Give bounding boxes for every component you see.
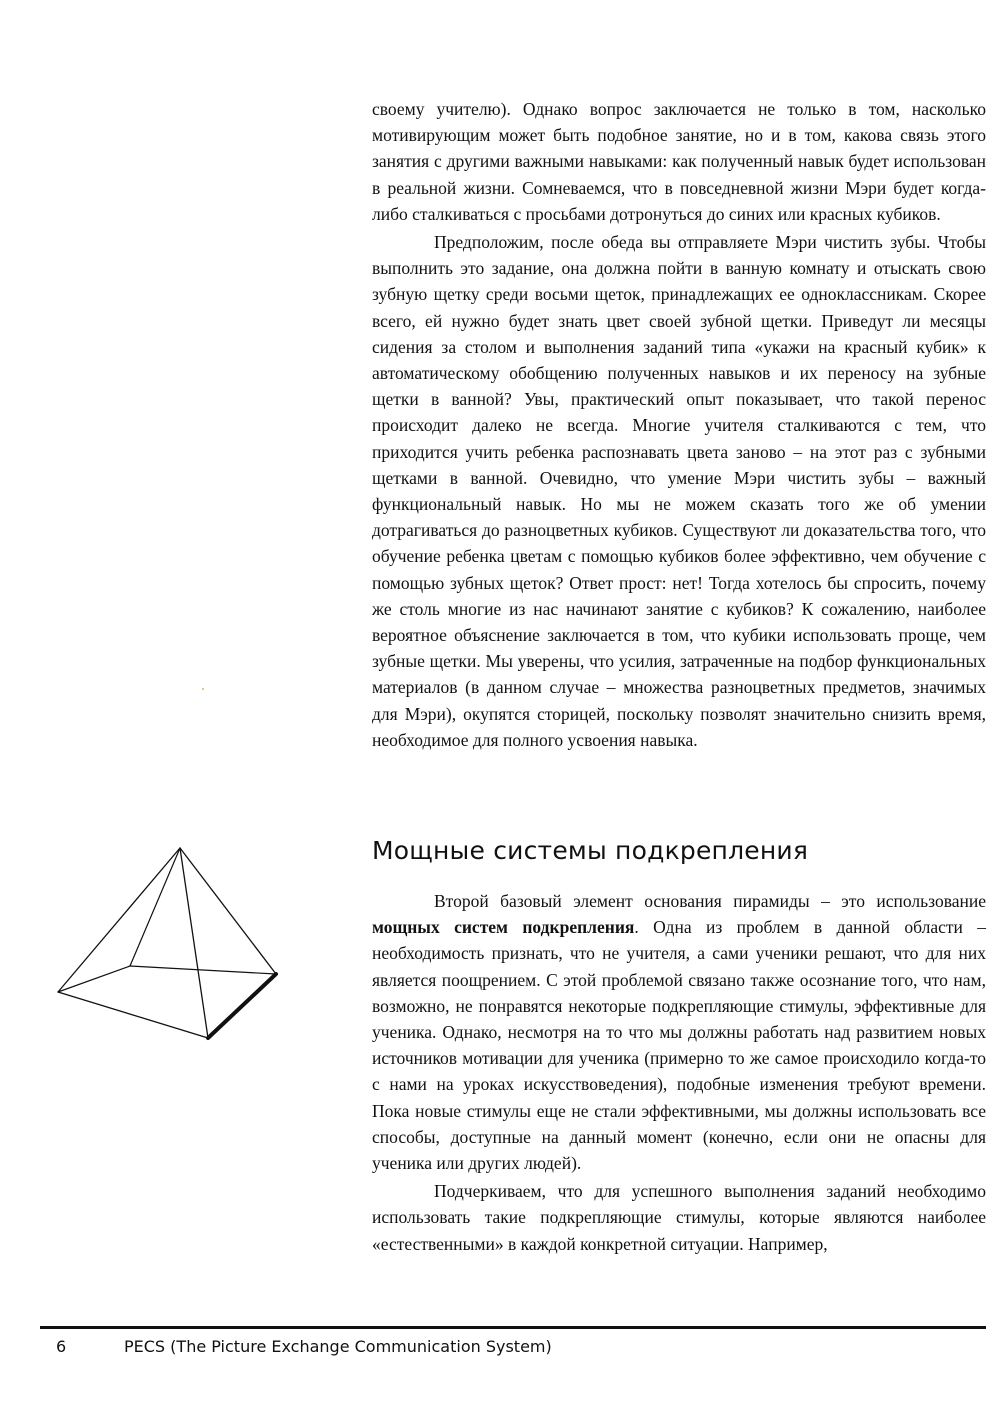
pyramid-edge-right [180, 848, 276, 974]
pyramid-base-back [130, 966, 276, 974]
scan-speck [202, 688, 204, 690]
paragraph-reinforcement-text-end: . Одна из проблем в данной области – необходимость признать, что не учителя, а сами ученики решают, что для них является поощрением. С этой проблемой связано также осознание того, что нам, возможно, не понравятся некоторые подкрепляющие стимулы, эффективные для ученика. Однако, несмотря на то что мы должны работать над развитием новых источников мотивации для ученика (примерно то же самое происходило когда-то с нами на уроках искусствоведения), подобные изменения требуют времени. Пока новые стимулы еще не стали эффективными, мы должны использовать все способы, доступные на данный момент (конечно, если они не опасны для ученика или других людей). [372, 917, 986, 1174]
pyramid-base-right-front [208, 974, 276, 1038]
pyramid-edge-back-left [130, 848, 180, 966]
pyramid-edge-front [180, 848, 208, 1038]
paragraph-toothbrush: Предположим, после обеда вы отправляете Мэри чистить зубы. Чтобы выполнить это задание, она должна пойти в ванную комнату и отыскать свою зубную щетку среди восьми щеток, принадлежащих ее одноклассникам. Скорее всего, ей нужно будет знать цвет своей зубной щетки. Приведут ли месяцы сидения за столом и выполнения заданий типа «укажи на красный кубик» к автоматическому обобщению полученных навыков и их переносу на зубные щетки в ванной? Увы, практический опыт показывает, что такой перенос происходит далеко не всегда. Многие учителя сталкиваются с тем, что приходится учить ребенка распознавать цвета заново – на этот раз с зубными щетками в ванной. Очевидно, что умение Мэри чистить зубы – важный функциональный навык. Но мы не можем сказать того же об умении дотрагиваться до разноцветных кубиков. Существуют ли доказательства того, что обучение ребенка цветам с помощью кубиков более эффективно, чем обучение с помощью зубных щеток? Ответ прост: нет! Тогда хотелось бы спросить, почему же столь многие из нас начинают занятие с кубиков? К сожалению, наиболее вероятное объяснение заключается в том, что кубики использовать проще, чем зубные щетки. Мы уверены, что усилия, затраченные на подбор функциональных материалов (в данном случае – множества разноцветных предметов, значимых для Мэри), окупятся сторицей, поскольку позволят значительно снизить время, необходимое для полного усвоения навыка. [372, 232, 986, 750]
paragraph-reinforcement [372, 888, 986, 1176]
running-title: PECS (The Picture Exchange Communication System) [124, 1337, 552, 1356]
paragraph-reinforcement-bold-term: мощных систем подкрепления [372, 917, 635, 938]
footer-rule [40, 1326, 986, 1329]
main-text-column-bottom [372, 888, 986, 1257]
paragraph-reinforcement-text-start: Второй базовый элемент основания пирамиды – это использование [434, 891, 986, 911]
main-text-column-top [372, 96, 986, 753]
paragraph-continuation: своему учителю). Однако вопрос заключается не только в том, насколько мотивирующим может быть подобное занятие, но и в том, какова связь этого занятия с другими важными навыками: как полученный навык будет использован в реальной жизни. Сомневаемся, что в повседневной жизни Мэри будет когда-либо сталкиваться с просьбами дотронуться до синих или красных кубиков. [372, 99, 986, 224]
page-number: 6 [56, 1337, 67, 1356]
pyramid-base-left-front [58, 992, 208, 1038]
paragraph-natural-stimuli: Подчеркиваем, что для успешного выполнения заданий необходимо использовать такие подкрепляющие стимулы, которые являются наиболее «естественными» в каждой конкретной ситуации. Например, [372, 1181, 986, 1254]
section-heading: Мощные системы подкрепления [372, 836, 809, 865]
pyramid-illustration [56, 846, 288, 1042]
